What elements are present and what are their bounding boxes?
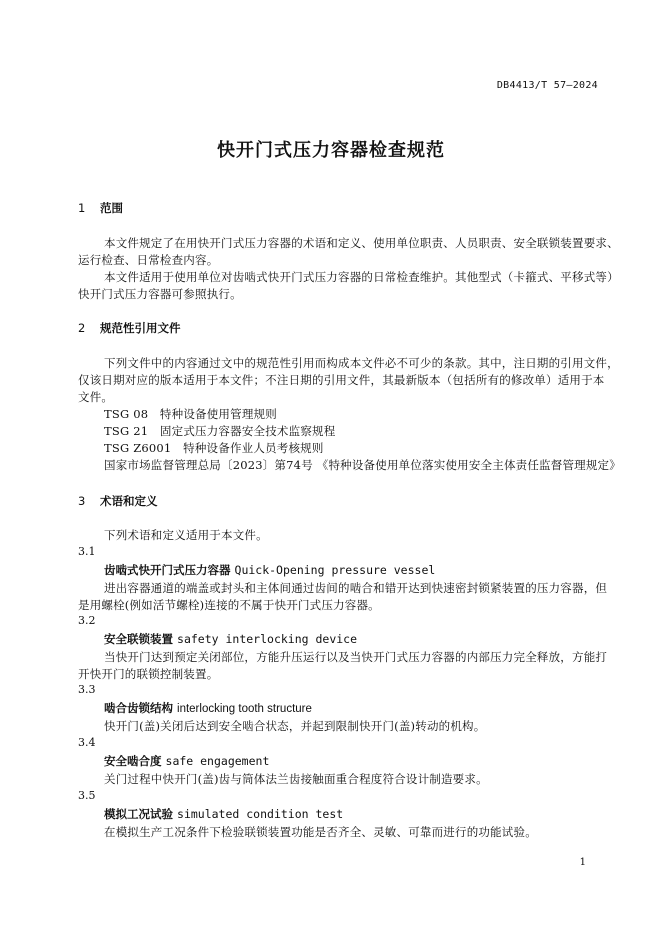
- term-heading: [104, 562, 435, 578]
- term-english: interlocking tooth structure: [177, 703, 312, 715]
- reference-item: TSG Z6001 特种设备作业人员考核规则: [104, 441, 324, 455]
- term-number: 3.5: [78, 789, 96, 802]
- section-title: 术语和定义: [100, 494, 158, 508]
- section-heading-scope: [78, 200, 123, 216]
- section-title: 范围: [100, 201, 123, 215]
- section-heading-terms-definitions: [78, 493, 158, 509]
- term-english: safety interlocking device: [177, 632, 358, 646]
- terms-intro: 下列术语和定义适用于本文件。: [104, 528, 268, 542]
- term-definition-line-1: 在模拟生产工况条件下检验联锁装置功能是否齐全、灵敏、可靠而进行的功能试验。: [104, 825, 537, 839]
- scope-paragraph-1-line-1: 本文件规定了在用快开门式压力容器的术语和定义、使用单位职责、人员职责、安全联锁装置要求、: [104, 236, 619, 250]
- scope-paragraph-1-line-2: 运行检查、日常检查内容。: [78, 253, 219, 267]
- term-number: 3.4: [78, 736, 96, 749]
- term-english: safe engagement: [165, 754, 270, 768]
- term-english: simulated condition test: [177, 807, 344, 821]
- term-heading: [104, 753, 269, 769]
- normative-paragraph-line-1: 下列文件中的内容通过文中的规范性引用而构成本文件必不可少的条款。其中，注日期的引用文件，: [104, 356, 619, 370]
- term-heading: [104, 631, 357, 647]
- reference-item: TSG 21 固定式压力容器安全技术监察规程: [104, 424, 336, 438]
- term-definition-line-1: 关门过程中快开门(盖)齿与筒体法兰齿接触面重合程度符合设计制造要求。: [104, 772, 488, 786]
- term-chinese: 齿啮式快开门式压力容器: [104, 563, 231, 577]
- term-definition-line-1: 进出容器通道的端盖或封头和主体间通过齿间的啮合和错开达到快速密封锁紧装置的压力容器，但: [104, 581, 608, 595]
- normative-paragraph-line-2: 仅该日期对应的版本适用于本文件；不注日期的引用文件，其最新版本（包括所有的修改单）适用于本: [78, 373, 605, 387]
- normative-paragraph-line-3: 文件。: [78, 390, 114, 404]
- term-definition-line-1: 快开门(盖)关闭后达到安全啮合状态，并起到限制快开门(盖)转动的机构。: [104, 719, 486, 733]
- term-definition-line-2: 是用螺栓(例如活节螺栓)连接的不属于快开门式压力容器。: [78, 598, 380, 612]
- section-title: 规范性引用文件: [100, 321, 181, 335]
- term-chinese: 啮合齿锁结构: [104, 701, 173, 715]
- term-chinese: 模拟工况试验: [104, 807, 173, 821]
- term-heading: [104, 806, 343, 822]
- page-title: 快开门式压力容器检查规范: [217, 140, 445, 161]
- scope-paragraph-2-line-2: 快开门式压力容器可参照执行。: [78, 287, 242, 301]
- term-number: 3.2: [78, 614, 96, 627]
- scope-paragraph-2-line-1: 本文件适用于使用单位对齿啮式快开门式压力容器的日常检查维护。其他型式（卡箍式、平移式等）: [104, 270, 619, 284]
- reference-item: TSG 08 特种设备使用管理规则: [104, 407, 277, 421]
- section-number: 3: [78, 494, 86, 508]
- section-number: 2: [78, 321, 86, 335]
- section-number: 1: [78, 201, 86, 215]
- reference-item: 国家市场监督管理总局〔2023〕第74号 《特种设备使用单位落实使用安全主体责任监督管理规定》: [104, 458, 621, 472]
- term-number: 3.1: [78, 545, 96, 558]
- term-heading: [104, 700, 312, 716]
- page-number: 1: [579, 857, 586, 868]
- section-heading-normative-references: [78, 320, 181, 336]
- term-english: Quick-Opening pressure vessel: [234, 563, 436, 577]
- term-chinese: 安全联锁装置: [104, 632, 173, 646]
- term-definition-line-2: 开快开门的联锁控制装置。: [78, 667, 219, 681]
- term-definition-line-1: 当快开门达到预定关闭部位，方能升压运行以及当快开门式压力容器的内部压力完全释放，方能打: [104, 650, 608, 664]
- term-chinese: 安全啮合度: [104, 754, 162, 768]
- term-number: 3.3: [78, 683, 96, 696]
- document-code: DB4413/T 57—2024: [496, 80, 598, 91]
